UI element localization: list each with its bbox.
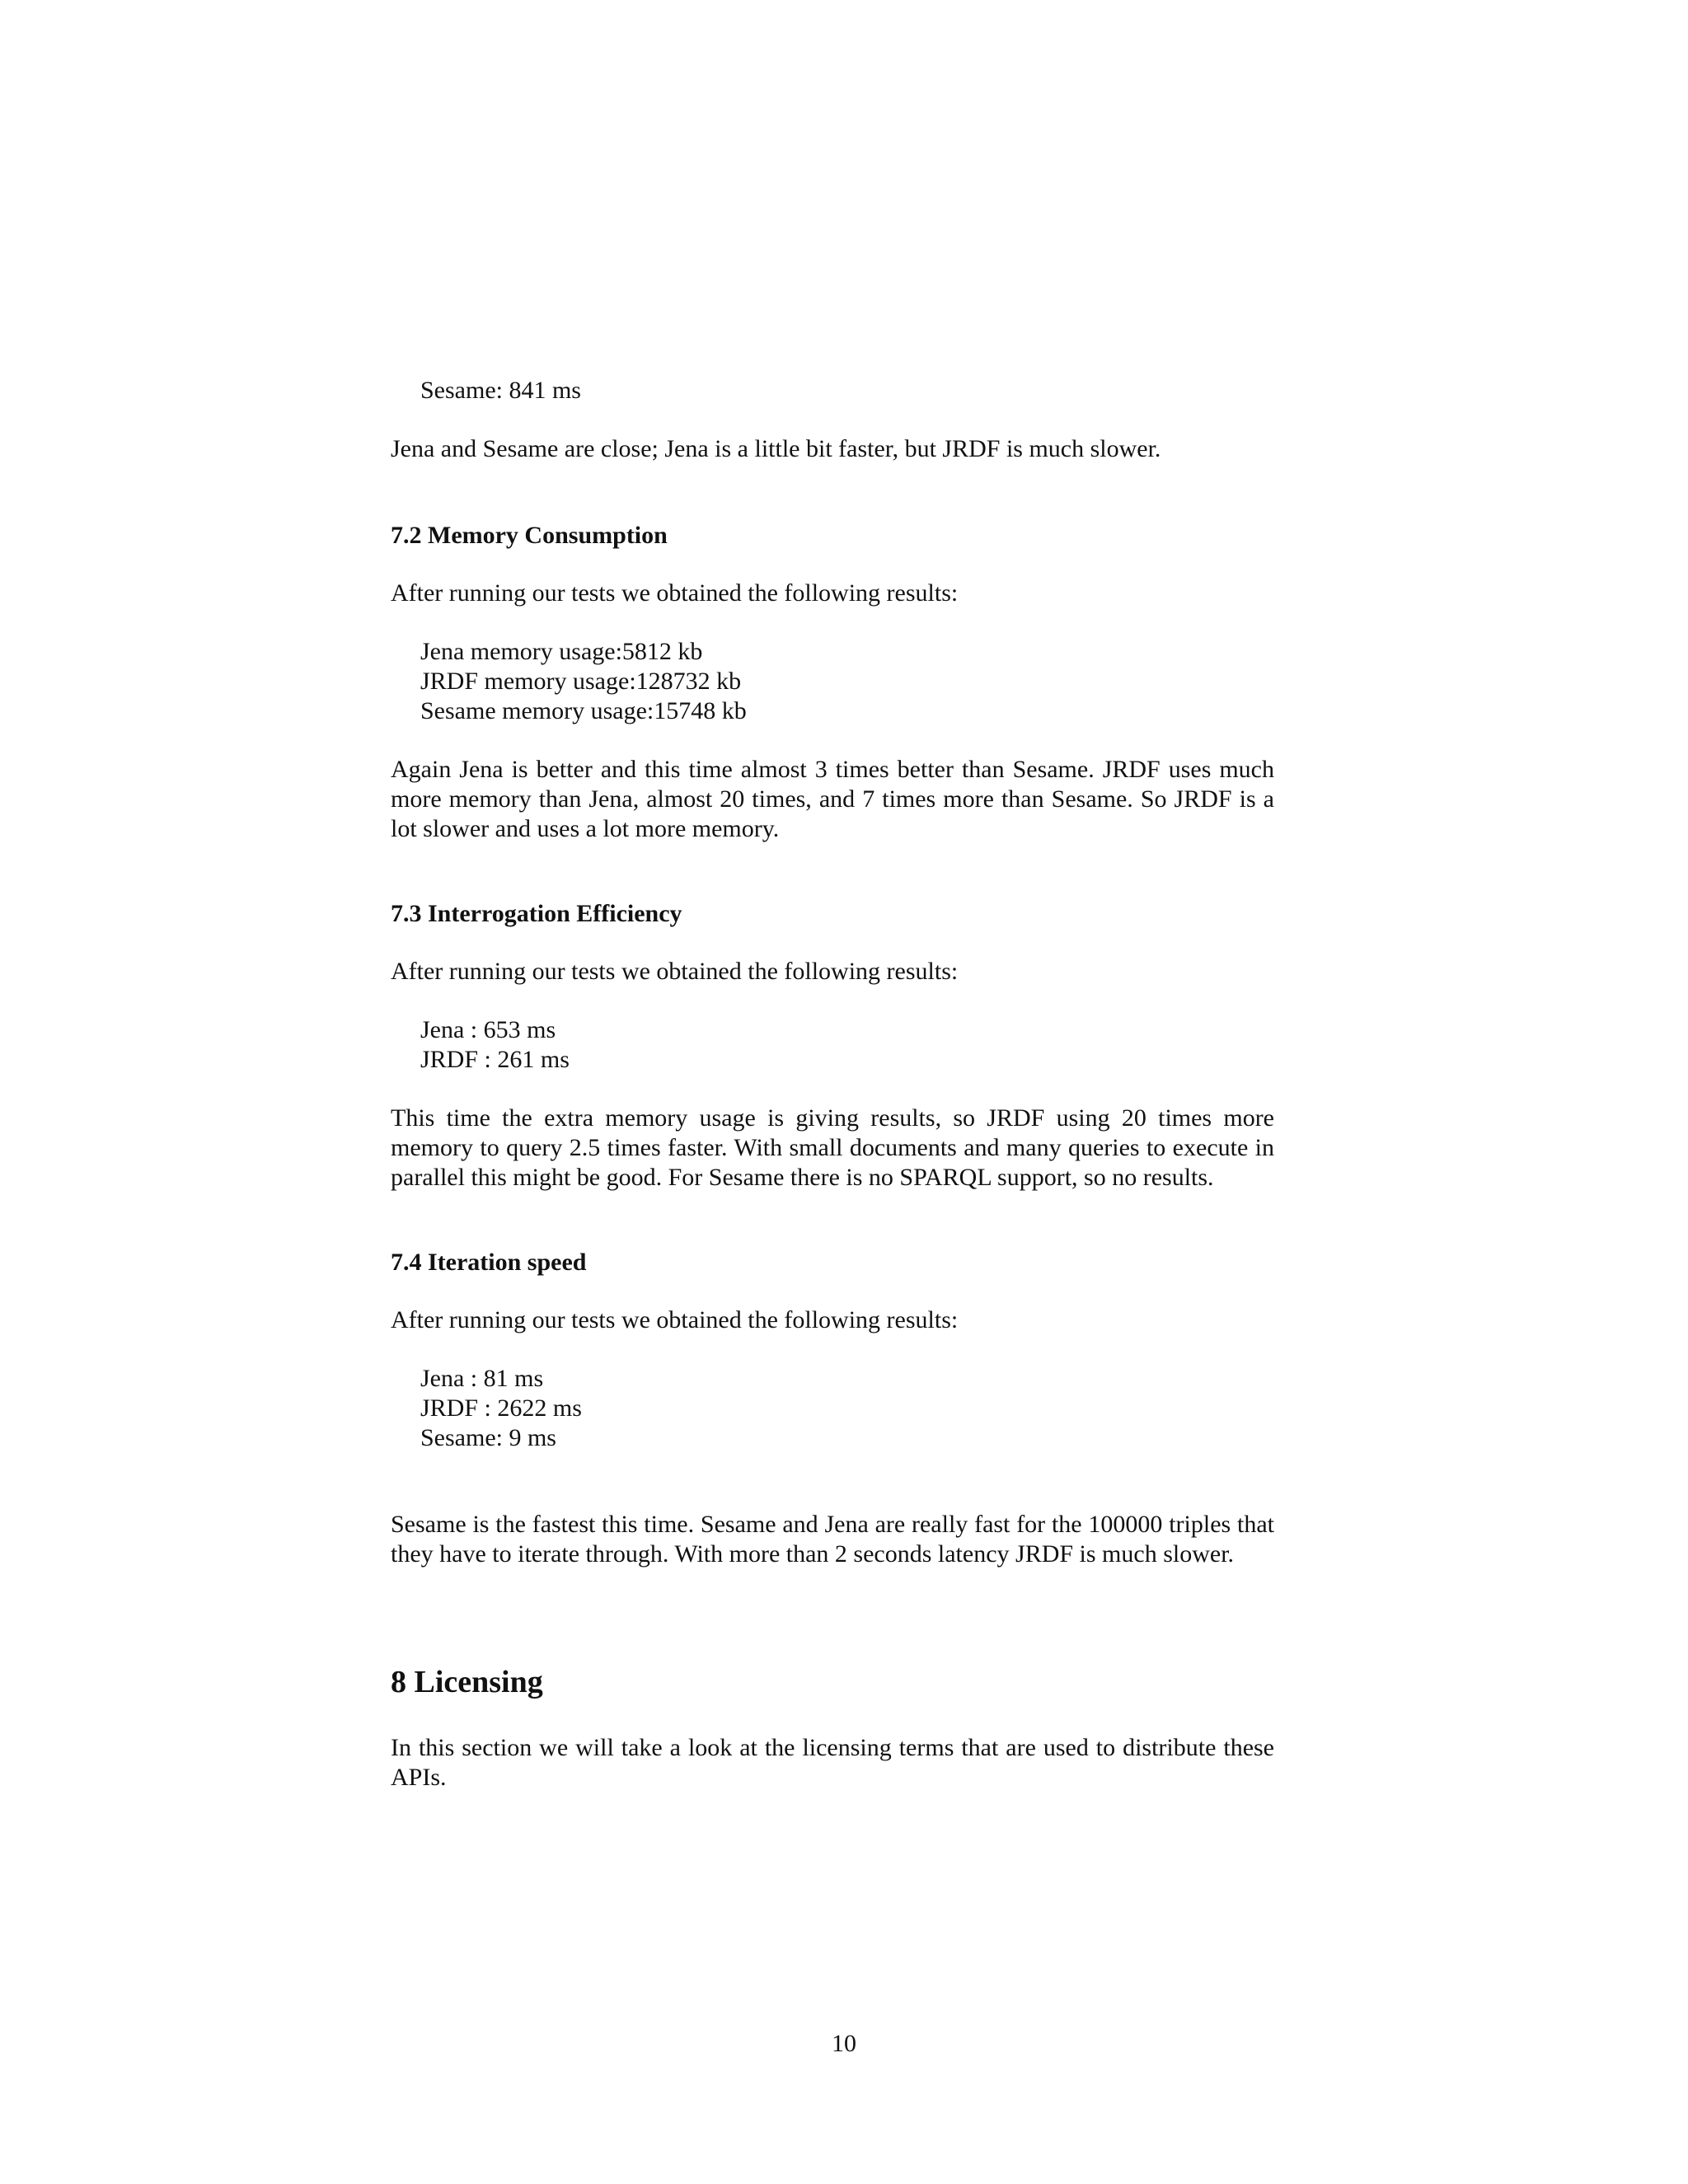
section-heading-licensing: 8 Licensing: [391, 1665, 543, 1699]
interrogation-intro: After running our tests we obtained the following results:: [391, 958, 959, 985]
section-heading-iteration-speed: 7.4 Iteration speed: [391, 1249, 587, 1276]
memory-result-sesame: Sesame memory usage:15748 kb: [420, 697, 747, 724]
section-heading-interrogation-efficiency: 7.3 Interrogation Efficiency: [391, 900, 682, 927]
interrogation-conclusion: This time the extra memory usage is giving results, so JRDF using 20 times more memory to query 2.5 times faster. With small documents and many queries to execute in parallel this might be good. For Sesame there is no SPARQL support, so no results.: [391, 1104, 1274, 1191]
iteration-conclusion: Sesame is the fastest this time. Sesame and Jena are really fast for the 100000 triples that they have to iterate through. With more than 2 seconds latency JRDF is much slower.: [391, 1511, 1274, 1568]
memory-result-jena: Jena memory usage:5812 kb: [420, 638, 703, 665]
iteration-intro: After running our tests we obtained the following results:: [391, 1306, 959, 1333]
iteration-result-sesame: Sesame: 9 ms: [420, 1424, 556, 1451]
iteration-result-jena: Jena : 81 ms: [420, 1365, 544, 1392]
interrogation-result-jrdf: JRDF : 261 ms: [420, 1046, 570, 1073]
memory-intro: After running our tests we obtained the following results:: [391, 579, 959, 607]
licensing-intro: In this section we will take a look at the licensing terms that are used to distribute these APIs.: [391, 1734, 1274, 1791]
section-heading-memory-consumption: 7.2 Memory Consumption: [391, 522, 668, 549]
iteration-result-jrdf: JRDF : 2622 ms: [420, 1394, 582, 1422]
interrogation-result-jena: Jena : 653 ms: [420, 1016, 556, 1043]
load-speed-conclusion: Jena and Sesame are close; Jena is a little bit faster, but JRDF is much slower.: [391, 435, 1161, 462]
page-number: 10: [832, 2030, 856, 2057]
memory-conclusion: Again Jena is better and this time almost 3 times better than Sesame. JRDF uses much more memory than Jena, almost 20 times, and 7 times more than Sesame. So JRDF is a lot slower and uses a lot more memory.: [391, 756, 1274, 842]
memory-result-jrdf: JRDF memory usage:128732 kb: [420, 668, 742, 695]
sesame-load-result: Sesame: 841 ms: [420, 377, 581, 404]
